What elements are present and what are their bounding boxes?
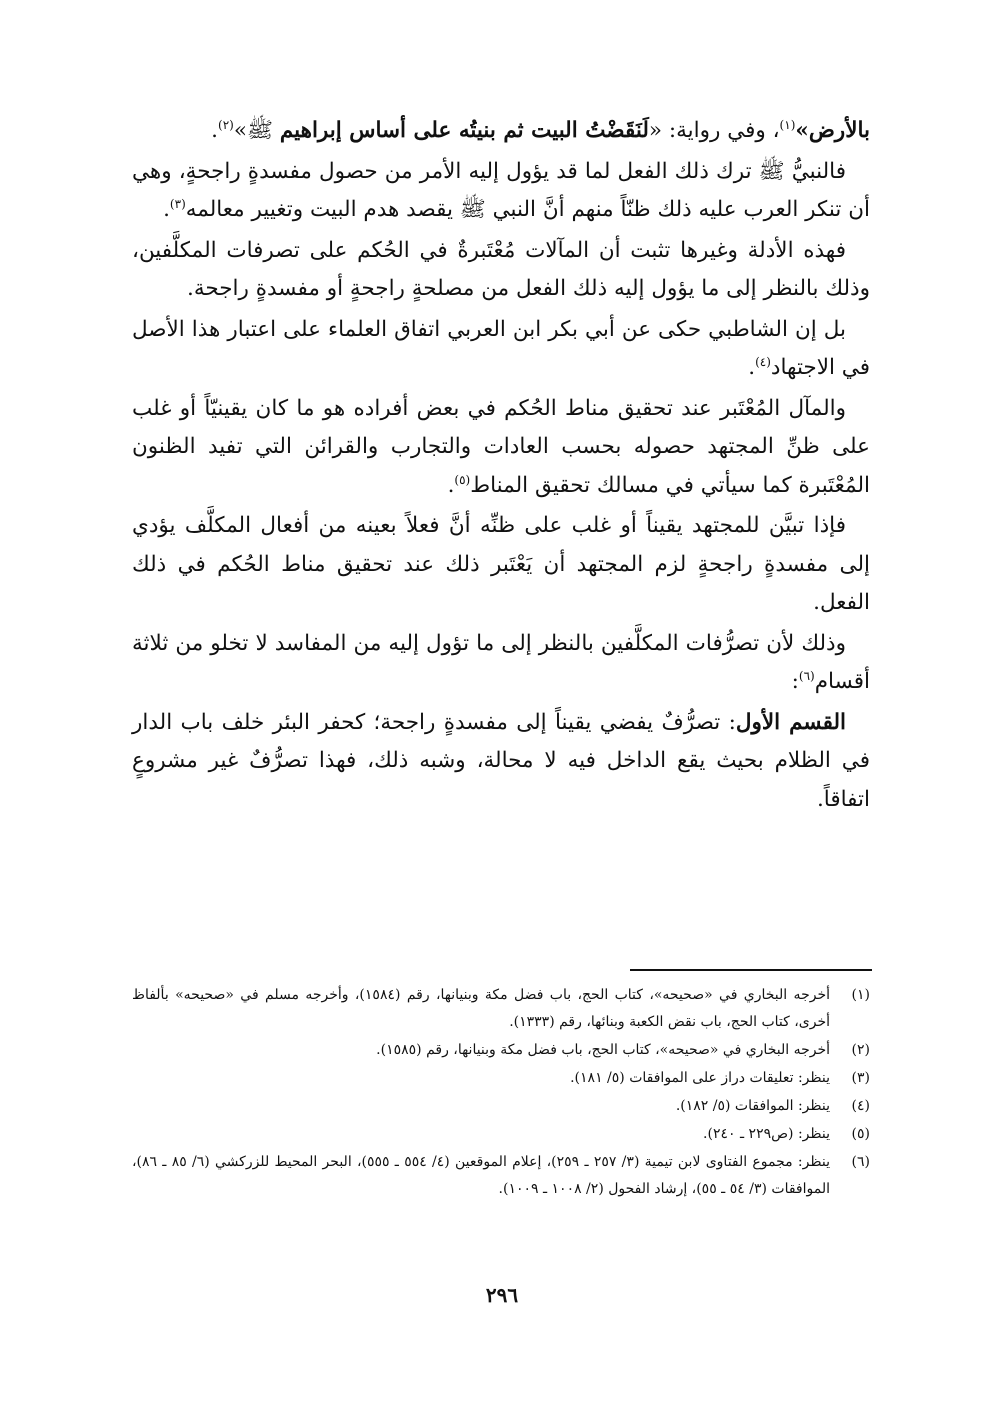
paragraph-8 — [132, 704, 870, 820]
bold-word: بالأرض» — [795, 118, 870, 143]
paragraph-text: والمآل المُعْتَبر عند تحقيق مناط الحُكم في بعض أفراده هو ما كان يقينيّاً أو غلب على ظنِّ المجتهد حصوله بحسب العادات والتجارب والقرائن التي تفيد الظنون المُعْتَبرة كما سيأتي في مسالك تحقيق المناط — [132, 395, 870, 498]
paragraph-text: . — [748, 355, 756, 380]
paragraph-2 — [132, 153, 870, 230]
page-number: ٢٩٦ — [485, 1283, 519, 1307]
paragraph-4 — [132, 311, 870, 388]
footnote-item — [132, 1149, 870, 1203]
footnote-text: ينظر: الموافقات (٥/ ١٨٢). — [675, 1098, 830, 1114]
section-label: القسم الأول — [735, 709, 846, 735]
paragraph-text: . — [163, 197, 170, 222]
footnote-text: أخرجه البخاري في «صحيحه»، كتاب الحج، باب فضل مكة وبنيانها، رقم (١٥٨٤)، وأخرجه مسلم في «صحيحه» بألفاظ أخرى، كتاب الحج، باب نقض الكعبة وبنائها، رقم (١٣٣٣). — [132, 987, 830, 1030]
paragraph-text: فهذه الأدلة وغيرها تثبت أن المآلات مُعْتَبرةٌ في الحُكم على تصرفات المكلَّفين، وذلك بالنظر إلى ما يؤول إليه ذلك الفعل من مصلحةٍ راجحةٍ أو مفسدةٍ راجحة. — [132, 237, 870, 301]
footnote-item — [132, 1037, 870, 1064]
footnote-number: (١) — [851, 987, 870, 1003]
paragraph-text: : تصرُّفٌ يفضي يقيناً إلى مفسدةٍ راجحة؛ كحفر البئر خلف باب الدار في الظلام بحيث يقع الداخل فيه لا محالة، وشبه ذلك، فهذا تصرُّفٌ غير مشروعٍ اتفاقاً. — [132, 709, 870, 812]
footnote-text: ينظر: مجموع الفتاوى لابن تيمية (٣/ ٢٥٧ ـ ٢٥٩)، إعلام الموقعين (٤/ ٥٥٤ ـ ٥٥٥)، البحر المحيط للزركشي (٦/ ٨٥ ـ ٨٦)، الموافقات (٣/ ٥٤ ـ ٥٥)، إرشاد الفحول (٢/ ١٠٠٨ ـ ١٠٠٩). — [132, 1154, 830, 1197]
footnote-item — [132, 1065, 870, 1092]
footnote-divider — [630, 969, 872, 971]
footnotes — [132, 982, 870, 1204]
footnote-text: ينظر: (ص٢٢٩ ـ ٢٤٠). — [703, 1126, 830, 1142]
footnote-number: (٦) — [851, 1154, 870, 1170]
footnote-item — [132, 1121, 870, 1148]
main-text — [132, 112, 870, 821]
paragraph-5 — [132, 390, 870, 506]
paragraph-text: بل إن الشاطبي حكى عن أبي بكر ابن العربي اتفاق العلماء على اعتبار هذا الأصل في الاجتهاد — [132, 316, 870, 380]
footnote-number: (٢) — [851, 1042, 870, 1058]
paragraph-text: فإذا تبيَّن للمجتهد يقيناً أو غلب على ظنِّه أنَّ فعلاً بعينه من أفعال المكلَّف يؤدي إلى مفسدةٍ راجحةٍ لزم المجتهد أن يَعْتَبر ذلك عند تحقيق مناط الحُكم في ذلك الفعل. — [132, 513, 870, 615]
paragraph-text: فالنبيُّ ﷺ ترك ذلك الفعل لما قد يؤول إليه الأمر من حصول مفسدةٍ راجحةٍ، وهي أن تنكر العرب عليه ذلك ظنّاً منهم أنَّ النبي ﷺ يقصد هدم البيت وتغيير معالمه — [132, 158, 870, 222]
footnote-ref[interactable]: (١) — [779, 118, 796, 132]
paragraph-3 — [132, 232, 870, 309]
footnote-ref[interactable]: (٦) — [798, 669, 815, 683]
footnote-ref[interactable]: (٥) — [454, 472, 471, 487]
paragraph-7 — [132, 625, 870, 702]
footnote-item — [132, 982, 870, 1036]
paragraph-text: » — [233, 118, 247, 143]
footnote-item — [132, 1093, 870, 1120]
footnote-ref[interactable]: (٤) — [755, 355, 771, 369]
footnote-number: (٤) — [851, 1098, 870, 1114]
footnote-text: أخرجه البخاري في «صحيحه»، كتاب الحج، باب فضل مكة وبنيانها، رقم (١٥٨٥). — [376, 1042, 830, 1058]
paragraph-text: . — [211, 118, 219, 143]
paragraph-text: وذلك لأن تصرُّفات المكلَّفين بالنظر إلى ما تؤول إليه من المفاسد لا تخلو من ثلاثة أقسام — [132, 630, 870, 694]
footnote-number: (٣) — [851, 1070, 870, 1086]
bold-quote: لَنَقَضْتُ البيت ثم بنيتُه على أساس إبراهيم — [279, 118, 649, 143]
footnote-text: ينظر: تعليقات دراز على الموافقات (٥/ ١٨١). — [570, 1070, 830, 1086]
paragraph-text: ، وفي رواية: « — [648, 118, 780, 143]
footnote-ref[interactable]: (٢) — [218, 118, 234, 132]
paragraph-text: : — [791, 669, 799, 694]
paragraph-text: . — [447, 472, 455, 498]
paragraph-6 — [132, 507, 870, 623]
footnote-ref[interactable]: (٣) — [169, 197, 186, 211]
honorific-symbol: ﷺ — [247, 118, 273, 143]
footnote-number: (٥) — [851, 1126, 870, 1142]
paragraph-1 — [132, 112, 870, 151]
